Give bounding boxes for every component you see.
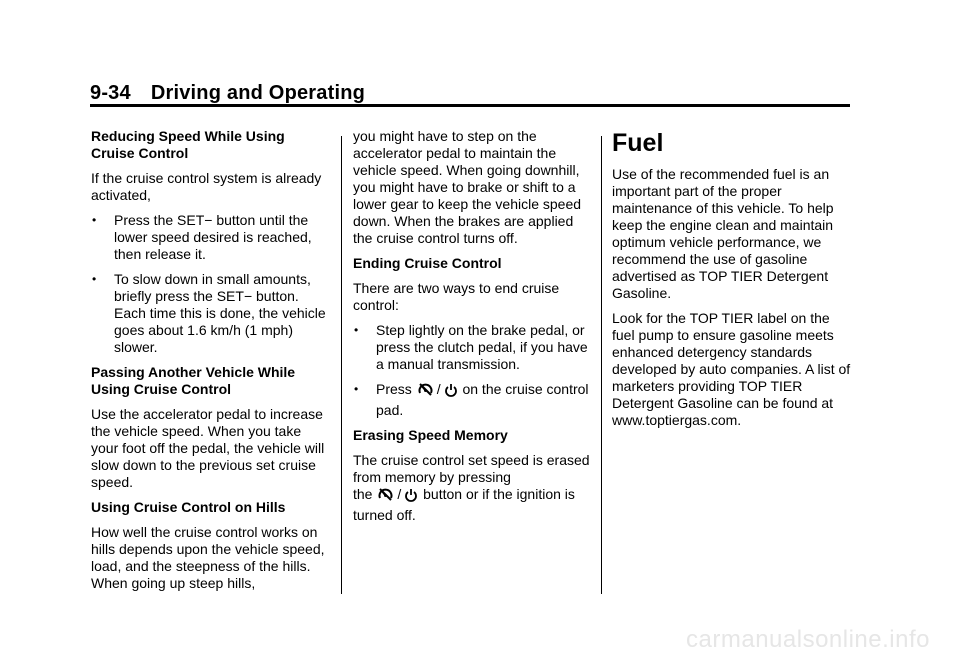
column-divider [341,136,342,594]
paragraph: The cruise control set speed is erased from memory by pressing [353,452,590,485]
power-icon [444,383,458,402]
column-middle [353,128,593,532]
bullet-text: To slow down in small amounts, briefly press the SET− button. Each time this is done, the vehicle goes about 1.6 km/h (1 mph) slower. [114,271,326,355]
cruise-control-icon [417,381,434,402]
subheading-erasing-memory: Erasing Speed Memory [353,427,508,443]
bullet-text: Step lightly on the brake pedal, or press the clutch pedal, if you have a manual transmission. [376,322,588,372]
section-title: Driving and Operating [150,82,366,104]
paragraph: If the cruise control system is already activated, [91,170,322,203]
page-header [90,82,365,105]
subheading-hills: Using Cruise Control on Hills [91,499,286,515]
column-right [612,128,852,437]
bullet-text: Press the SET− button until the lower speed desired is reached, then release it. [114,212,312,262]
bullet-item [353,381,593,419]
paragraph: Use of the recommended fuel is an important part of the proper maintenance of this vehicle. To help keep the engine clean and maintain optimum vehicle performance, we recommend the use of gasoline advertised as TOP TIER Detergent Gasoline. [612,166,834,301]
bullet-item [91,212,331,263]
bullet-item [91,271,331,356]
bullet-icon: • [92,213,97,227]
paragraph: Look for the TOP TIER label on the fuel pump to ensure gasoline meets enhanced detergency standards developed by auto companies. A list of marketers providing TOP TIER Detergent Gasoline can be found at www.toptiergas.com. [612,310,851,428]
watermark: carmanualsonline.info [686,626,930,653]
paragraph: you might have to step on the accelerator pedal to maintain the vehicle speed. When going downhill, you might have to brake or shift to a lower gear to keep the vehicle speed down. When the brakes are applied the cruise control turns off. [353,128,582,246]
subheading-reducing-speed: Reducing Speed While Using Cruise Control [91,128,285,161]
paragraph: There are two ways to end cruise control: [353,280,560,313]
text-before: the [353,486,373,502]
column-left [91,128,331,600]
power-icon [404,488,418,507]
subheading-passing: Passing Another Vehicle While Using Cruise Control [91,364,296,397]
section-heading-fuel: Fuel [612,129,664,157]
column-divider [601,136,602,594]
header-rule [90,104,850,107]
paragraph [353,486,593,524]
text-after: button or if the ignition is turned off. [353,486,575,523]
bullet-item [353,322,593,373]
subheading-ending-cruise: Ending Cruise Control [353,255,502,271]
page-number: 9-34 [90,82,131,104]
bullet-icon: • [354,323,359,337]
slash: / [436,381,441,397]
slash: / [397,486,402,502]
paragraph: Use the accelerator pedal to increase the vehicle speed. When you take your foot off the pedal, the vehicle will slow down to the previous set cruise speed. [91,406,325,490]
bullet-icon: • [92,272,97,286]
bullet-text-before: Press [376,381,412,397]
bullet-icon: • [354,382,359,396]
bullet-text-after: on the cruise control pad. [376,381,589,418]
cruise-control-icon [377,486,394,507]
paragraph: How well the cruise control works on hills depends upon the vehicle speed, load, and the steepness of the hills. When going up steep hills, [91,524,325,591]
